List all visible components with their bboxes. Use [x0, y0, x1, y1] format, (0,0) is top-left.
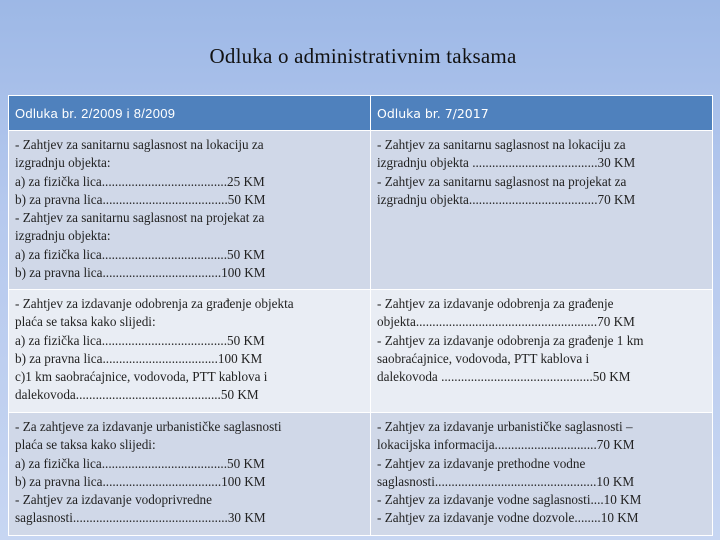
page-title: Odluka o administrativnim taksama	[209, 44, 517, 68]
fee-line: - Zahtjev za izdavanje odobrenja za građenje	[377, 296, 614, 311]
new-fees-cell	[371, 290, 713, 413]
fee-line: b) za pravna lica....................................100 KM	[15, 473, 266, 489]
fee-line: - Zahtjev za sanitarnu saglasnost na projekat za	[377, 173, 627, 189]
fee-line: b) za pravna lica......................................50 KM	[15, 191, 266, 207]
column-header-new-decision: Odluka br. 7/2017	[371, 96, 713, 131]
fee-line: - Zahtjev za izdavanje prethodne vodne	[377, 455, 586, 471]
fee-line: a) za fizička lica......................................50 KM	[15, 246, 265, 262]
fee-line: b) za pravna lica...................................100 KM	[15, 350, 263, 366]
new-fees-cell	[371, 413, 713, 536]
fee-line: - Zahtjev za izdavanje odobrenja za građenje 1 km	[377, 332, 644, 348]
fee-line: - Zahtjev za izdavanje urbanističke saglasnosti –	[377, 419, 633, 434]
old-fees-cell	[9, 290, 371, 413]
fee-line: - Zahtjev za izdavanje vodne saglasnosti....10 KM	[377, 492, 642, 508]
fee-line: dalekovoda ..............................................50 KM	[377, 369, 631, 385]
fee-line: saglasnosti.................................................10 KM	[377, 473, 635, 489]
column-header-old-decision: Odluka br. 2/2009 i 8/2009	[9, 96, 371, 131]
old-fees-cell	[9, 413, 371, 536]
fee-line: plaća se taksa kako slijedi:	[15, 437, 156, 453]
old-fees-cell	[9, 131, 371, 290]
fee-line: saobraćajnice, vodovoda, PTT kablova i	[377, 350, 590, 366]
table-row	[9, 413, 713, 536]
fee-line: plaća se taksa kako slijedi:	[15, 314, 156, 330]
fee-line: a) za fizička lica......................................50 KM	[15, 455, 265, 471]
fee-line: izgradnju objekta:	[15, 155, 111, 171]
fee-line: izgradnju objekta.......................................70 KM	[377, 191, 636, 207]
fee-line: - Zahtjev za sanitarnu saglasnost na lokaciju za	[15, 137, 264, 152]
fee-line: - Zahtjev za sanitarnu saglasnost na lokaciju za	[377, 137, 626, 152]
fee-line: dalekovoda............................................50 KM	[15, 387, 259, 403]
fee-line: saglasnosti...............................................30 KM	[15, 510, 266, 526]
fee-line: izgradnju objekta:	[15, 228, 111, 244]
table-row	[9, 290, 713, 413]
fee-line: lokacijska informacija...............................70 KM	[377, 437, 635, 453]
table-row	[9, 131, 713, 290]
fee-line: b) za pravna lica....................................100 KM	[15, 265, 266, 281]
fee-line: izgradnju objekta ......................................30 KM	[377, 155, 636, 171]
fee-line: a) za fizička lica......................................50 KM	[15, 332, 265, 348]
fee-line: - Zahtjev za izdavanje vodne dozvole........10 KM	[377, 510, 639, 526]
table-header-row	[9, 96, 713, 131]
fee-line: - Za zahtjeve za izdavanje urbanističke saglasnosti	[15, 419, 282, 434]
fee-comparison-table	[8, 95, 713, 536]
fee-line: a) za fizička lica......................................25 KM	[15, 173, 265, 189]
fee-line: - Zahtjev za sanitarnu saglasnost na projekat za	[15, 210, 265, 226]
fee-line: c)1 km saobraćajnice, vodovoda, PTT kablova i	[15, 369, 268, 385]
new-fees-cell	[371, 131, 713, 290]
fee-line: - Zahtjev za izdavanje vodoprivredne	[15, 492, 212, 508]
fee-line: objekta.......................................................70 KM	[377, 314, 635, 330]
fee-line: - Zahtjev za izdavanje odobrenja za građenje objekta	[15, 296, 294, 311]
